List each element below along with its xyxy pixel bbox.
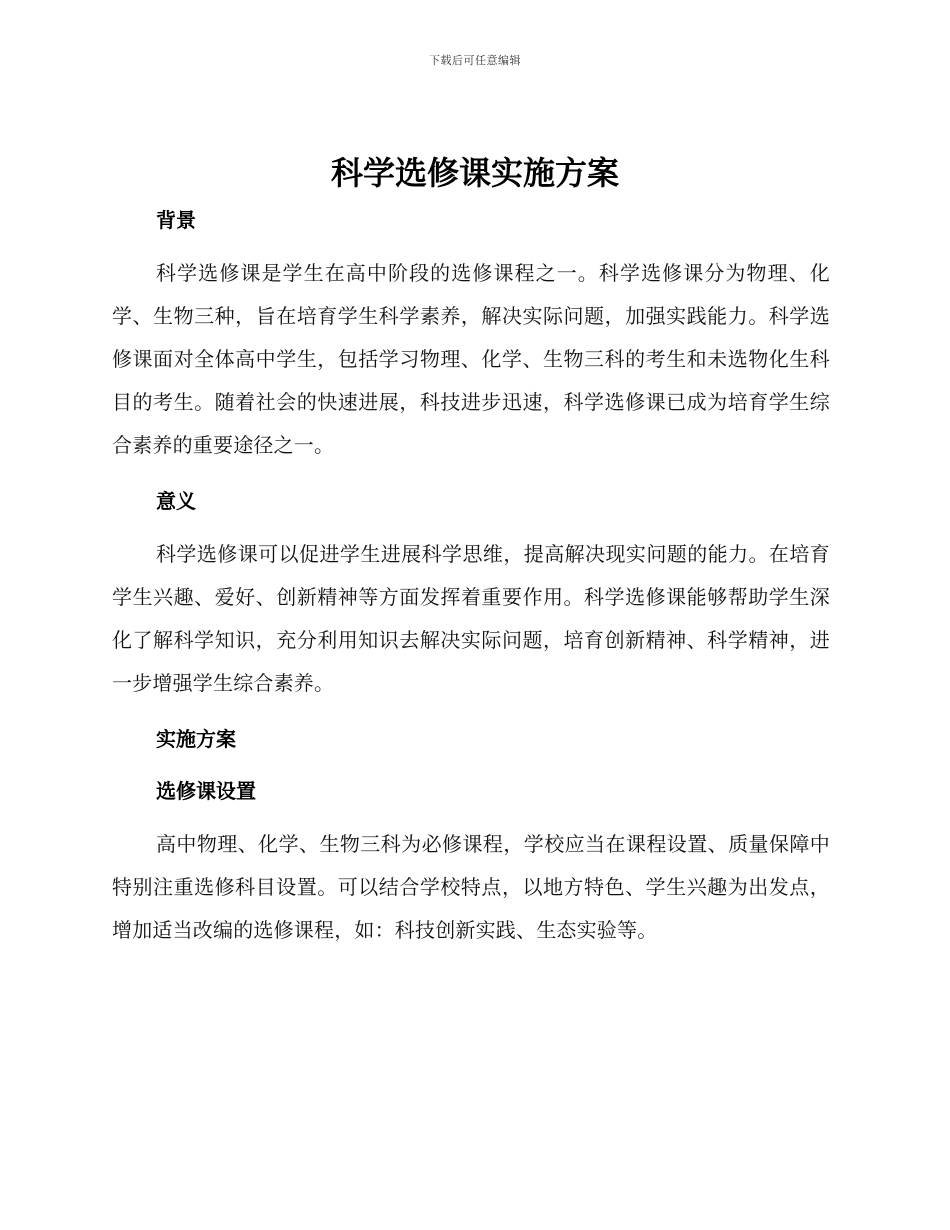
section-paragraph-course-setup: 高中物理、化学、生物三科为必修课程，学校应当在课程设置、质量保障中特别注重选修科目设置。可以结合学校特点，以地方特色、学生兴趣为出发点，增加适当改编的选修课程，如：科技创新实践、生态实验等。 xyxy=(112,832,830,942)
section-heading-significance: 意义 xyxy=(156,489,196,513)
section-paragraph-background: 科学选修课是学生在高中阶段的选修课程之一。科学选修课分为物理、化学、生物三种，旨在培育学生科学素养，解决实际问题，加强实践能力。科学选修课面对全体高中学生，包括学习物理、化学、生物三科的考生和未选物化生科目的考生。随着社会的快速进展，科技进步迅速，科学选修课已成为培育学生综合素养的重要途径之一。 xyxy=(112,261,830,457)
header-note: 下载后可任意编辑 xyxy=(429,54,521,67)
document-body xyxy=(112,200,830,952)
section-heading-background: 背景 xyxy=(156,208,196,232)
document-title: 科学选修课实施方案 xyxy=(330,154,619,192)
section-heading-implementation: 实施方案 xyxy=(156,727,236,751)
section-paragraph-significance: 科学选修课可以促进学生进展科学思维，提高解决现实问题的能力。在培育学生兴趣、爱好、创新精神等方面发挥着重要作用。科学选修课能够帮助学生深化了解科学知识，充分利用知识去解决实际问题，培育创新精神、科学精神，进一步增强学生综合素养。 xyxy=(112,542,830,695)
section-heading-course-setup: 选修课设置 xyxy=(156,779,256,803)
